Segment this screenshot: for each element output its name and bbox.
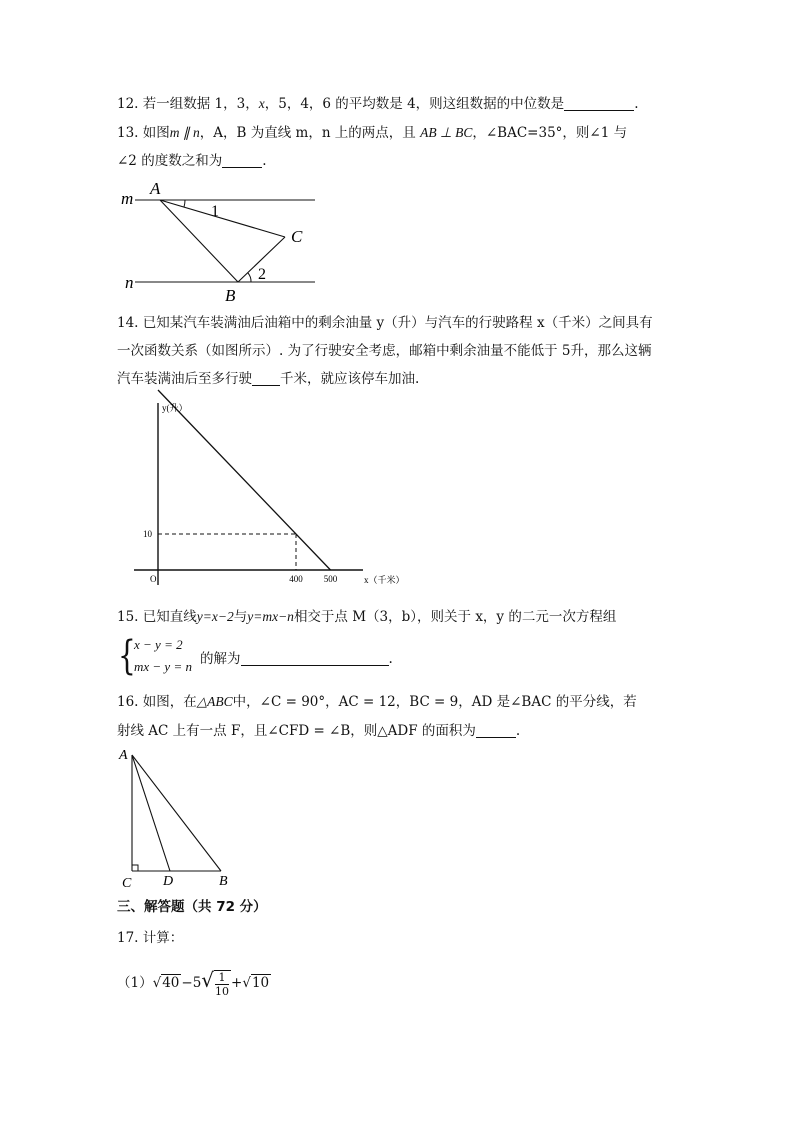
sqrt-symbol: √ <box>201 968 215 992</box>
angle-1-arc <box>184 200 185 207</box>
function-line <box>158 390 331 570</box>
answer-blank[interactable] <box>476 723 516 738</box>
x-tick-label: 500 <box>323 574 338 584</box>
question-15: 15. 已知直线y=x−2与y=mx−n相交于点 M（3，b），则关于 x，y 的二元一次方程组 <box>117 609 617 625</box>
origin-label: O <box>150 574 157 584</box>
system-brace: { <box>118 633 136 679</box>
right-angle-mark <box>132 865 138 871</box>
answer-blank[interactable] <box>222 153 262 168</box>
question-14-line3: 汽车装满油后至多行驶 千米，就应该停车加油. <box>117 371 420 387</box>
label-d: D <box>163 874 174 889</box>
label-angle-1: 1 <box>211 203 219 220</box>
segment-ac <box>160 200 285 237</box>
equation-system: x − y = 2 mx − y = n <box>134 637 192 674</box>
question-12: 12. 若一组数据 1，3，x，5，4，6 的平均数是 4，则这组数据的中位数是 . <box>117 96 639 112</box>
question-15-tail: 的解为 . <box>200 651 393 667</box>
question-17-part1: （1）√40 −5√ $\frac{1}{10}$ +√10 <box>117 968 270 998</box>
label-c: C <box>122 876 132 891</box>
label-b: B <box>219 874 228 889</box>
label-b: B <box>225 286 236 305</box>
label-c: C <box>291 227 303 246</box>
segment-ab <box>160 200 238 282</box>
question-14: 14. 已知某汽车装满油后油箱中的剩余油量 y（升）与汽车的行驶路程 x（千米）之间具有 <box>117 315 653 331</box>
question-13-line2: ∠2 的度数之和为 . <box>117 153 267 169</box>
label-m: m <box>121 189 134 208</box>
y-axis-label: y(升） <box>162 403 188 413</box>
label-angle-2: 2 <box>258 266 266 283</box>
sqrt-symbol: √ <box>152 975 162 991</box>
answer-blank[interactable] <box>252 371 280 386</box>
q16-figure <box>110 745 240 893</box>
q14-chart <box>128 395 428 595</box>
section-heading: 三、解答题（共 72 分） <box>117 899 267 915</box>
label-a: A <box>150 179 161 198</box>
question-16-line2: 射线 AC 上有一点 F，且∠CFD = ∠B，则△ADF 的面积为 . <box>117 723 521 739</box>
answer-blank[interactable] <box>241 651 389 666</box>
q13-figure <box>115 175 325 305</box>
label-a: A <box>119 748 128 763</box>
question-13: 13. 如图m ∥ n，A，B 为直线 m，n 上的两点，且 AB ⊥ BC，∠BAC=35°，则∠1 与 <box>117 125 628 141</box>
question-16: 16. 如图，在△ABC中，∠C = 90°，AC = 12，BC = 9，AD 是∠BAC 的平分线，若 <box>117 694 637 710</box>
segment-ab <box>132 755 221 871</box>
y-tick-label: 10 <box>143 529 152 539</box>
answer-blank[interactable] <box>564 96 634 111</box>
x-axis-label: x（千米） <box>364 575 405 585</box>
label-n: n <box>125 273 134 292</box>
segment-ad <box>132 755 170 871</box>
fraction: $\frac{1}{10}$ <box>215 970 230 998</box>
question-17: 17. 计算： <box>117 930 184 946</box>
x-tick-label: 400 <box>289 574 303 584</box>
angle-2-arc <box>248 273 251 282</box>
question-14-line2: 一次函数关系（如图所示）. 为了行驶安全考虑，邮箱中剩余油量不能低于 5升，那么这辆 <box>117 343 652 359</box>
sqrt-symbol: √ <box>242 975 251 991</box>
